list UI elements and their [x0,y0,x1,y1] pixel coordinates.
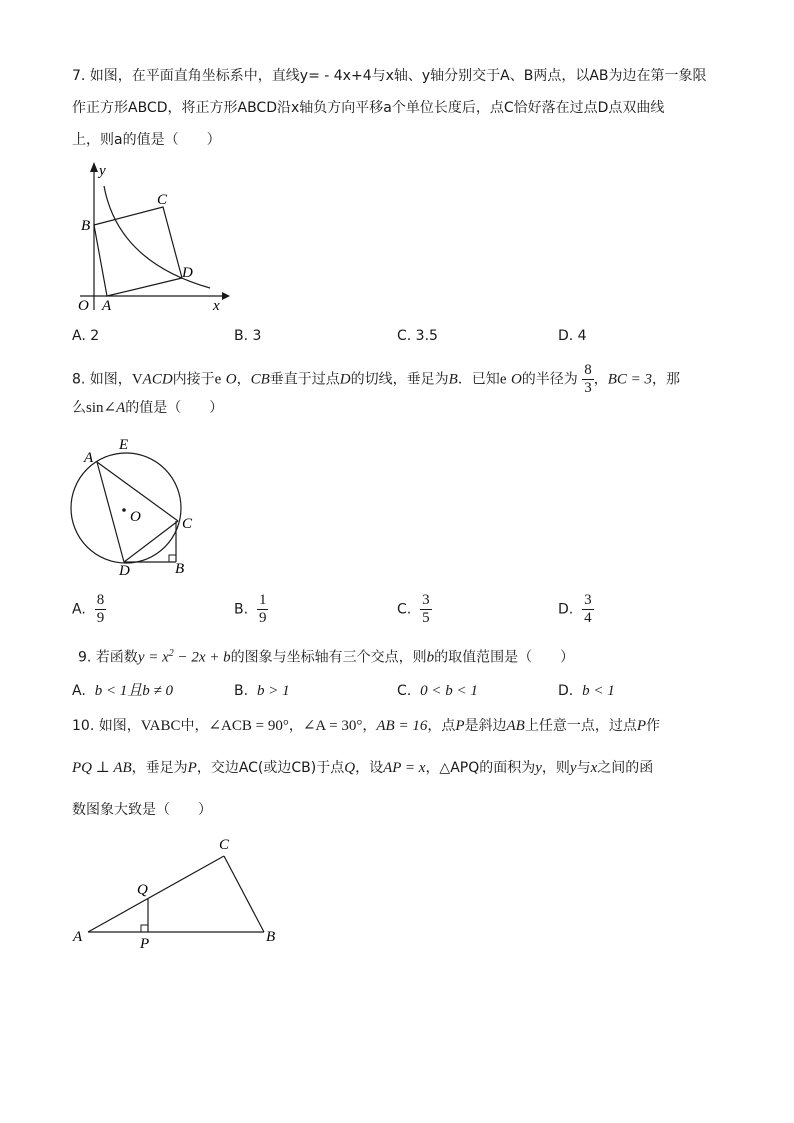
q8-math: A [116,400,126,416]
q10-text: 是斜边 [464,718,507,734]
q8-option-d[interactable] [558,592,594,627]
q10-text: 中， [180,718,209,734]
q8-option-a-fraction [95,592,107,627]
q9-option-d-label: D. [558,683,574,699]
q10-text: ，设 [355,760,384,776]
q8-math: D [339,371,351,388]
q9-option-b[interactable] [234,681,290,701]
q8-label-A: A [84,450,94,466]
q8-option-c-label: C. [397,601,412,618]
q10-math: ∠ACB = 90° [208,718,289,734]
q10-text: ， [288,718,303,734]
q10-math: Q [344,760,356,776]
q10-math: AP = x [383,760,426,776]
q8-center-dot [122,508,126,512]
q8-radius-den: 3 [584,380,592,396]
q10-figure [66,832,286,952]
q10-label-P: P [140,936,150,952]
q10-math: y [569,760,577,776]
q8-label-B: B [175,561,185,577]
fraction-den: 9 [258,610,267,626]
q8-math: O [510,371,522,388]
q10-text: ，交边AC(或边CB)于点 [196,760,345,776]
q8-option-c[interactable] [397,592,432,627]
q8-math: sin∠ [86,400,117,416]
fraction-num: 8 [96,592,105,608]
q8-option-b-fraction [257,592,269,627]
q10-line-2 [72,758,653,778]
q9-math: b [426,649,435,666]
q10-label-A: A [73,929,83,945]
q8-text: 的切线，垂足为 [350,371,449,388]
q8-math: BC = 3 [607,371,653,388]
q7-label-D: D [182,265,193,281]
q8-option-b-label: B. [234,601,249,618]
q10-line-1 [72,716,660,736]
q8-text: ， [236,371,251,388]
q8-text: 内接于 [172,371,215,388]
q10-math: P [455,718,465,734]
q8-radius-num: 8 [584,362,592,378]
q10-math: y [535,760,542,776]
q8-label-O: O [130,509,141,525]
q8-option-b[interactable] [234,592,268,627]
q10-side-AC [88,856,224,932]
q8-option-d-fraction [582,592,594,627]
q10-line-3: 数图象大致是（ ） [72,802,212,818]
q9-math: − 2x + b [173,649,231,666]
q10-math: P [187,760,197,776]
q9-text: 的图象与坐标轴有三个交点，则 [230,649,427,666]
q7-label-y: y [99,163,106,179]
q7-line-3: 上，则a的值是（ ） [72,132,221,148]
q9-option-a-label: A. [72,683,86,699]
q7-label-O: O [78,298,89,314]
q8-circle-symbol: e [214,371,222,388]
q10-label-B: B [266,929,276,945]
q8-text: ．已知 [457,371,500,388]
q10-text: ，则 [541,760,570,776]
q8-side-AD [97,462,124,562]
q10-label-C: C [219,837,230,853]
q8-text: 的半径为 [521,371,578,388]
q8-label-C: C [182,516,193,532]
q8-option-a-label: A. [72,601,86,618]
q8-math: ACD [142,371,173,388]
q9-option-c-label: C. [397,683,412,699]
q8-text: 么 [72,400,86,416]
fraction-den: 9 [96,610,105,626]
q8-math: B [448,371,458,388]
q7-label-B: B [81,218,91,234]
q10-text: 与 [576,760,591,776]
q10-math: AB [506,718,525,734]
q7-label-x: x [213,298,220,314]
q8-text: 8. 如图， [72,371,132,388]
q9-exponent: 2 [168,648,174,659]
q10-text: 10. 如图， [72,718,141,734]
q10-math: ∠A = 30° [302,718,363,734]
q10-text: 之间的函 [597,760,654,776]
q8-line-2 [72,398,223,418]
q9-option-b-value: b > 1 [256,683,290,699]
q7-line-1: 7. 如图，在平面直角坐标系中，直线y= - 4x+4与x轴、y轴分别交于A、B两点，以AB为边在第一象限 [72,68,707,84]
q9-line-1 [78,644,574,668]
q7-label-A: A [102,298,112,314]
q8-math: O [225,371,237,388]
q7-y-arrow [90,162,98,172]
q10-text: 作 [646,718,660,734]
q9-math: y = x [137,649,169,666]
q8-circle-symbol: e [499,371,507,388]
q7-square [94,207,182,296]
q8-text: 的值是（ ） [125,400,224,416]
q7-option-a[interactable]: A. 2 [72,328,100,344]
q8-text: ，那 [652,371,681,388]
q10-text: ， [362,718,377,734]
q8-option-a[interactable] [72,592,106,627]
fraction-num: 3 [584,592,592,608]
q9-option-d-value: b < 1 [582,683,615,699]
q8-option-d-label: D. [558,601,574,618]
q10-math: AB = 16 [376,718,428,734]
q8-circle [71,453,181,563]
q8-triangle-symbol: V [131,371,143,388]
q9-option-b-label: B. [234,683,249,699]
q7-x-arrow [222,292,230,300]
q8-text: ， [593,371,608,388]
q10-math: VABC [140,718,181,734]
q8-label-E: E [119,437,129,453]
fraction-num: 1 [258,592,267,608]
q8-option-c-fraction [420,592,432,627]
q10-math: P [636,718,646,734]
q10-math: PQ ⊥ AB [72,760,132,776]
q10-text: ，△APQ的面积为 [425,760,536,776]
q8-figure [66,434,200,580]
fraction-den: 4 [584,610,592,626]
fraction-den: 5 [422,610,430,626]
q8-label-D: D [119,563,130,579]
q7-label-C: C [157,192,168,208]
q9-option-c[interactable] [397,681,478,701]
q10-label-Q: Q [137,882,148,898]
q10-text: 上任意一点，过点 [524,718,637,734]
fraction-num: 3 [422,592,430,608]
q10-text: ，点 [427,718,456,734]
q7-figure [70,158,230,314]
q9-text: 9. 若函数 [78,649,138,666]
q9-text: 的取值范围是（ ） [434,649,575,666]
q9-option-d[interactable] [558,681,615,701]
q8-math: CB [250,371,270,388]
q7-option-d[interactable]: D. 4 [558,328,587,344]
q7-option-b[interactable]: B. 3 [234,328,262,344]
q8-line-1 [72,362,680,397]
q7-line-2: 作正方形ABCD，将正方形ABCD沿x轴负方向平移a个单位长度后，点C恰好落在过点D点双曲线 [72,100,665,116]
q10-right-angle-mark [141,925,148,932]
q9-option-a-value: b < 1且b ≠ 0 [94,683,174,699]
q8-text: 垂直于过点 [269,371,340,388]
q10-math: x [590,760,598,776]
q10-text: ，垂足为 [131,760,188,776]
q9-option-c-value: 0 < b < 1 [420,683,478,699]
q9-option-a[interactable] [72,681,173,701]
q7-option-c[interactable]: C. 3.5 [397,328,438,344]
q8-radius-fraction [582,362,594,397]
q10-side-CB [224,856,264,932]
